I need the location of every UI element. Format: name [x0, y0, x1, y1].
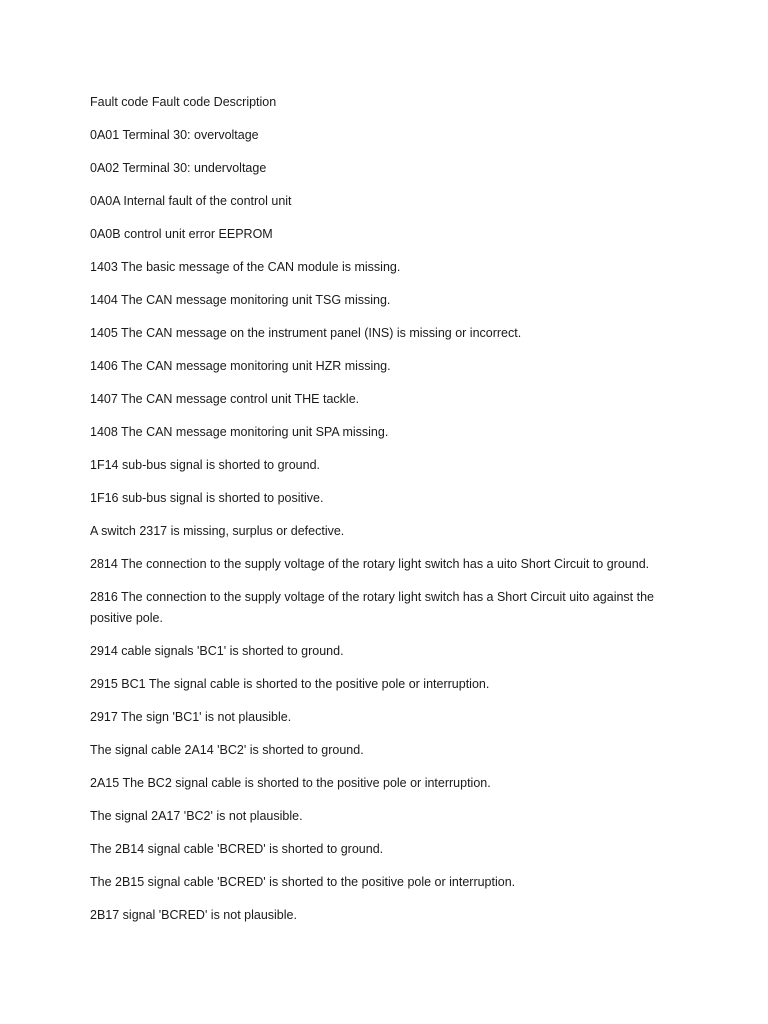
fault-line: 0A0B control unit error EEPROM [90, 227, 273, 241]
fault-line: 1408 The CAN message monitoring unit SPA missing. [90, 425, 389, 439]
fault-line: 1406 The CAN message monitoring unit HZR missing. [90, 359, 391, 373]
fault-line: 2914 cable signals 'BC1' is shorted to ground. [90, 644, 344, 658]
fault-line: 1404 The CAN message monitoring unit TSG missing. [90, 293, 391, 307]
fault-line: 1403 The basic message of the CAN module is missing. [90, 260, 401, 274]
document-heading: Fault code Fault code Description [90, 95, 277, 109]
document-body [90, 92, 680, 938]
fault-line: The 2B15 signal cable 'BCRED' is shorted to the positive pole or interruption. [90, 875, 516, 889]
fault-line: 2917 The sign 'BC1' is not plausible. [90, 710, 292, 724]
fault-line: The signal 2A17 'BC2' is not plausible. [90, 809, 303, 823]
fault-line: 1407 The CAN message control unit THE tackle. [90, 392, 360, 406]
fault-line: 0A01 Terminal 30: overvoltage [90, 128, 259, 142]
fault-line: The signal cable 2A14 'BC2' is shorted to ground. [90, 743, 364, 757]
fault-line: 1405 The CAN message on the instrument panel (INS) is missing or incorrect. [90, 326, 522, 340]
fault-line: 2915 BC1 The signal cable is shorted to the positive pole or interruption. [90, 677, 490, 691]
fault-line: 2816 The connection to the supply voltage of the rotary light switch has a Short Circuit uito against the positive pole. [90, 590, 654, 625]
fault-line: 2A15 The BC2 signal cable is shorted to the positive pole or interruption. [90, 776, 491, 790]
fault-line: 0A02 Terminal 30: undervoltage [90, 161, 267, 175]
fault-line: 2814 The connection to the supply voltage of the rotary light switch has a uito Short Circuit to ground. [90, 557, 650, 571]
fault-line: 0A0A Internal fault of the control unit [90, 194, 292, 208]
fault-line: 1F16 sub-bus signal is shorted to positive. [90, 491, 324, 505]
fault-line: 1F14 sub-bus signal is shorted to ground. [90, 458, 320, 472]
fault-line: The 2B14 signal cable 'BCRED' is shorted to ground. [90, 842, 384, 856]
fault-line: 2B17 signal 'BCRED' is not plausible. [90, 908, 297, 922]
fault-line: A switch 2317 is missing, surplus or defective. [90, 524, 345, 538]
